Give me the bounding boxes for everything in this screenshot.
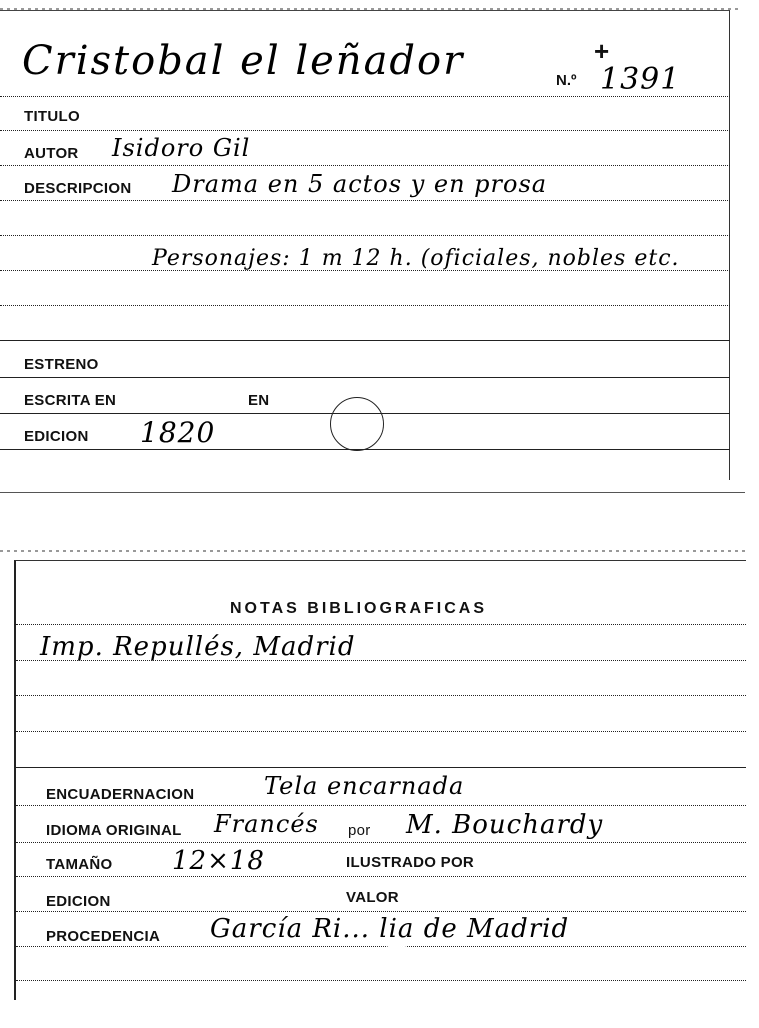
rule-line [0, 130, 730, 131]
titulo-label: TITULO [24, 108, 80, 125]
rule-line-solid [0, 377, 730, 378]
rule-line [16, 911, 746, 912]
por-label: por [348, 822, 371, 839]
estreno-label: ESTRENO [24, 356, 99, 373]
rule-line [16, 946, 746, 947]
rule-line [0, 305, 730, 306]
procedencia-value: García Ri... lia de Madrid [210, 914, 570, 944]
valor-label: VALOR [346, 889, 399, 906]
rule-line [0, 235, 730, 236]
card-title-handwritten: Cristobal el leñador [22, 38, 465, 84]
rule-line [0, 165, 730, 166]
rule-line [16, 731, 746, 732]
card-bottom-edge [0, 492, 745, 493]
card-number-handwritten: 1391 [600, 62, 681, 97]
plus-mark: + [594, 36, 610, 66]
rule-line [16, 876, 746, 877]
rule-line-solid [16, 767, 746, 768]
edicion-value: 1820 [140, 416, 216, 449]
por-value: M. Bouchardy [406, 810, 604, 840]
rule-line-solid [0, 340, 730, 341]
idioma-original-value: Francés [214, 810, 319, 838]
procedencia-label: PROCEDENCIA [46, 928, 161, 945]
tamano-value: 12×18 [172, 846, 265, 876]
rule-line [0, 96, 730, 97]
rule-line [16, 695, 746, 696]
descripcion-label: DESCRIPCION [24, 180, 132, 197]
edicion-label-bottom: EDICION [46, 893, 111, 910]
punch-hole [330, 397, 384, 451]
encuadernacion-value: Tela encarnada [264, 772, 465, 800]
autor-label: AUTOR [24, 145, 79, 162]
escrita-en-label: ESCRITA EN [24, 392, 117, 409]
idioma-original-label: IDIOMA ORIGINAL [46, 822, 182, 839]
rule-line [16, 842, 746, 843]
card-edge-speckle [0, 8, 740, 10]
descripcion-value: Drama en 5 actos y en prosa [172, 170, 548, 198]
rule-line [16, 660, 746, 661]
number-label: N.º [556, 72, 577, 89]
rule-line [16, 624, 746, 625]
ink-blot [374, 945, 420, 979]
notas-heading: NOTAS BIBLIOGRAFICAS [230, 600, 488, 617]
edicion-label: EDICION [24, 428, 89, 445]
encuadernacion-label: ENCUADERNACION [46, 786, 195, 803]
rule-line [16, 980, 746, 981]
rule-line [16, 805, 746, 806]
autor-value: Isidoro Gil [112, 134, 251, 162]
notes-value: Imp. Repullés, Madrid [40, 632, 356, 662]
tamano-label: TAMAÑO [46, 856, 113, 873]
ilustrado-por-label: ILUSTRADO POR [346, 854, 475, 871]
rule-line [0, 200, 730, 201]
card-edge-speckle [0, 550, 745, 552]
en-label: EN [248, 392, 270, 409]
rule-line [0, 270, 730, 271]
personajes-value: Personajes: 1 m 12 h. (oficiales, nobles etc. [152, 246, 680, 271]
